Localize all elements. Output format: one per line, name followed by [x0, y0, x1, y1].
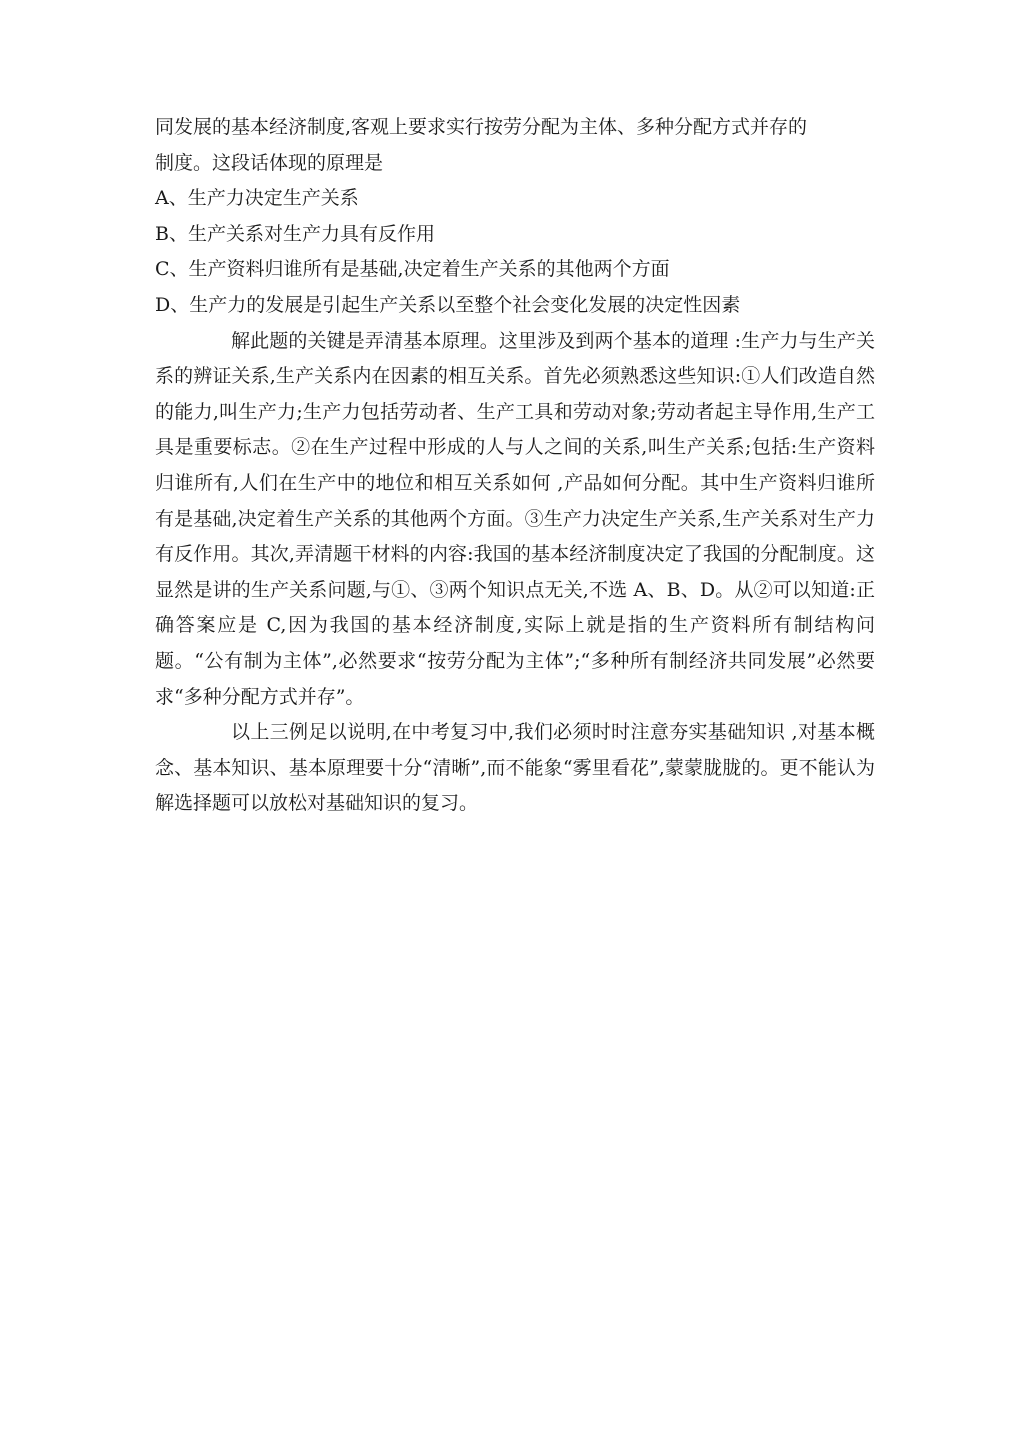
conclusion-paragraph: 以上三例足以说明,在中考复习中,我们必须时时注意夯实基础知识 ,对基本概念、基本知识、基本原理要十分“清晰”,而不能象“雾里看花”,蒙蒙胧胧的。更不能认为解选择题可以放松对基础知识的复习。	[155, 721, 875, 815]
question-stem-line-1: 同发展的基本经济制度,客观上要求实行按劳分配为主体、多种分配方式并存的	[155, 116, 808, 138]
document-body	[155, 110, 875, 822]
option-d: D、生产力的发展是引起生产关系以至整个社会变化发展的决定性因素	[155, 293, 741, 316]
option-c: C、生产资料归谁所有是基础,决定着生产关系的其他两个方面	[155, 258, 670, 281]
option-a: A、生产力决定生产关系	[155, 187, 359, 210]
option-b: B、生产关系对生产力具有反作用	[155, 222, 435, 245]
analysis-paragraph: 解此题的关键是弄清基本原理。这里涉及到两个基本的道理 :生产力与生产关系的辨证关系,生产关系内在因素的相互关系。首先必须熟悉这些知识:①人们改造自然的能力,叫生产力;生产力包括劳动者、生产工具和劳动对象;劳动者起主导作用,生产工具是重要标志。②在生产过程中形成的人与人之间的关系,叫生产关系;包括:生产资料归谁所有,人们在生产中的地位和相互关系如何 ,产品如何分配。其中生产资料归谁所有是基础,决定着生产关系的其他两个方面。③生产力决定生产关系,生产关系对生产力有反作用。其次,弄清题干材料的内容:我国的基本经济制度决定了我国的分配制度。这显然是讲的生产关系问题,与①、③两个知识点无关,不选 A、B、D。从②可以知道:正确答案应是 C,因为我国的基本经济制度,实际上就是指的生产资料所有制结构问题。“公有制为主体”,必然要求“按劳分配为主体”;“多种所有制经济共同发展”必然要求“多种分配方式并存”。	[155, 329, 875, 708]
question-stem-line-2: 制度。这段话体现的原理是	[155, 151, 384, 174]
